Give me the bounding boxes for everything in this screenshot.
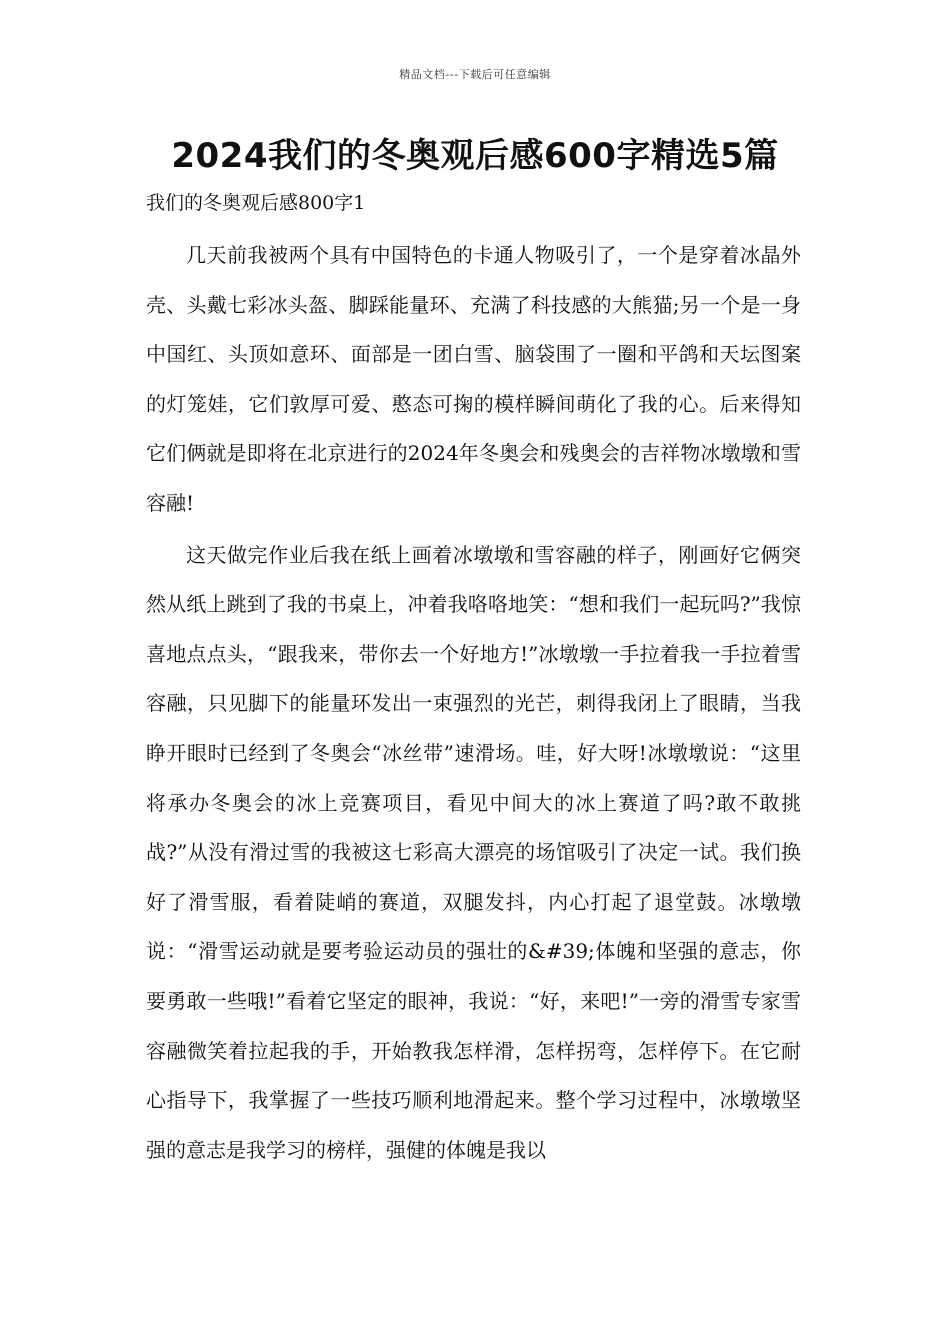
paragraph: 这天做完作业后我在纸上画着冰墩墩和雪容融的样子，刚画好它俩突然从纸上跳到了我的书桌上，冲着我咯咯地笑：“想和我们一起玩吗?”我惊喜地点点头，“跟我来，带你去一个好地方!”冰墩墩一手拉着我一手拉着雪容融，只见脚下的能量环发出一束强烈的光芒，刺得我闭上了眼睛，当我睁开眼时已经到了冬奥会“冰丝带”速滑场。哇，好大呀!冰墩墩说：“这里将承办冬奥会的冰上竞赛项目，看见中间大的冰上赛道了吗?敢不敢挑战?”从没有滑过雪的我被这七彩高大漂亮的场馆吸引了决定一试。我们换好了滑雪服，看着陡峭的赛道，双腿发抖，内心打起了退堂鼓。冰墩墩说：“滑雪运动就是要考验运动员的强壮的&#39;体魄和坚强的意志，你要勇敢一些哦!”看着它坚定的眼神，我说：“好，来吧!”一旁的滑雪专家雪容融微笑着拉起我的手，开始教我怎样滑，怎样拐弯，怎样停下。在它耐心指导下，我掌握了一些技巧顺利地滑起来。整个学习过程中，冰墩墩坚强的意志是我学习的榜样，强健的体魄是我以 [146, 542, 801, 1162]
header-note: 精品文档---下载后可任意编辑 [399, 68, 551, 81]
paragraph: 几天前我被两个具有中国特色的卡通人物吸引了，一个是穿着冰晶外壳、头戴七彩冰头盔、脚踩能量环、充满了科技感的大熊猫;另一个是一身中国红、头顶如意环、面部是一团白雪、脑袋围了一圈和平鸽和天坛图案的灯笼娃，它们敦厚可爱、憨态可掬的模样瞬间萌化了我的心。后来得知它们俩就是即将在北京进行的2024年冬奥会和残奥会的吉祥物冰墩墩和雪容融! [146, 243, 801, 515]
page-title: 2024我们的冬奥观后感600字精选5篇 [171, 136, 779, 176]
body-text [146, 231, 801, 1177]
section-subtitle: 我们的冬奥观后感800字1 [146, 192, 366, 214]
